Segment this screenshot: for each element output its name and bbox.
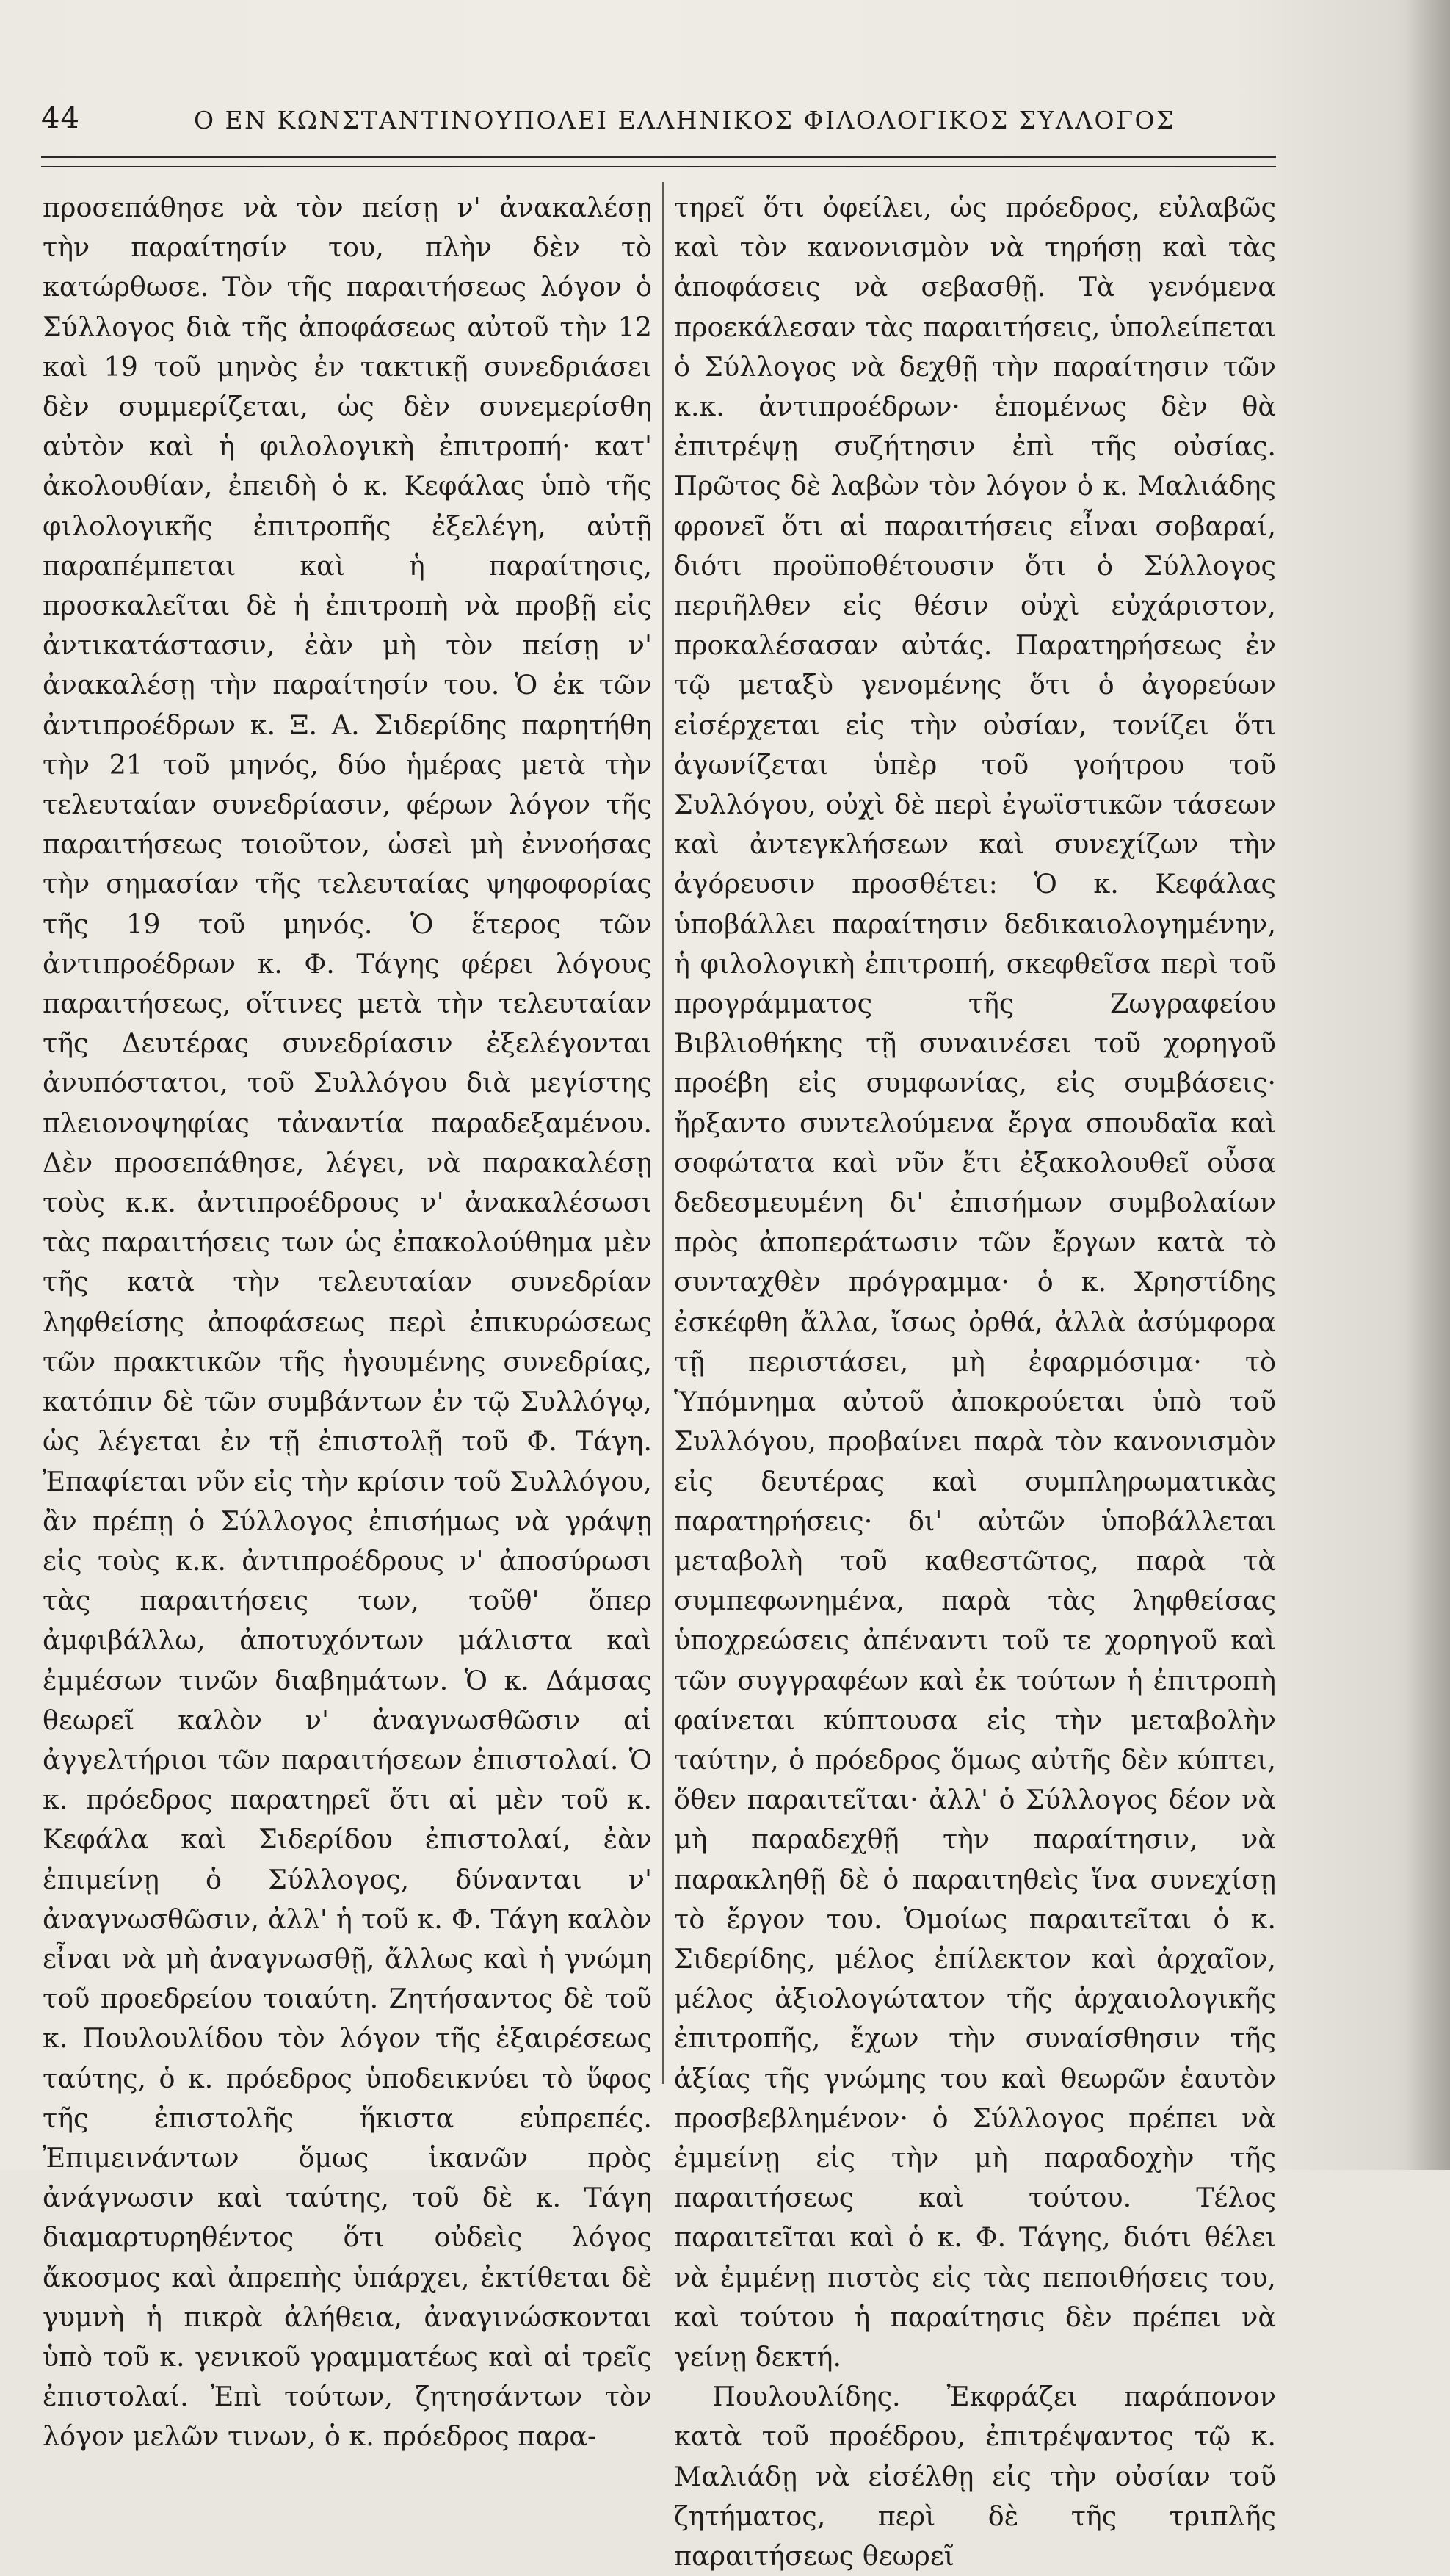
header-rule-bottom	[41, 166, 1276, 167]
column-divider	[662, 182, 664, 2084]
running-title: Ο ΕΝ ΚΩΝΣΤΑΝΤΙΝΟΥΠΟΛΕΙ ΕΛΛΗΝΙΚΟΣ ΦΙΛΟΛΟΓΙΚΟΣ ΣΥΛΛΟΓΟΣ	[194, 106, 1175, 134]
right-column	[674, 188, 1276, 2576]
right-column-paragraph-1: τηρεῖ ὅτι ὀφείλει, ὡς πρόεδρος, εὐλαβῶς καὶ τὸν κανονισμὸν νὰ τηρήσῃ καὶ τὰς ἀποφάσεις νὰ σεβασθῇ. Τὰ γενόμενα προεκάλεσαν τὰς παραιτήσεις, ὑπολείπεται ὁ Σύλλογος νὰ δεχθῇ τὴν παραίτησιν τῶν κ.κ. ἀντιπροέδρων· ἑπομένως δὲν θὰ ἐπιτρέψῃ συζήτησιν ἐπὶ τῆς οὐσίας. Πρῶτος δὲ λαβὼν τὸν λόγον ὁ κ. Μαλιάδης φρονεῖ ὅτι αἱ παραιτήσεις εἶναι σοβαραί, διότι προϋποθέτουσιν ὅτι ὁ Σύλλογος περιῆλθεν εἰς θέσιν οὐχὶ εὐχάριστον, προκαλέσασαν αὐτάς. Παρατηρήσεως ἐν τῷ μεταξὺ γενομένης ὅτι ὁ ἀγορεύων εἰσέρχεται εἰς τὴν οὐσίαν, τονίζει ὅτι ἀγωνίζεται ὑπὲρ τοῦ γοήτρου τοῦ Συλλόγου, οὐχὶ δὲ περὶ ἐγωϊστικῶν τάσεων καὶ ἀντεγκλήσεων καὶ συνεχίζων τὴν ἀγόρευσιν προσθέτει: Ὁ κ. Κεφάλας ὑποβάλλει παραίτησιν δεδικαιολογημένην, ἡ φιλολογικὴ ἐπιτροπή, σκεφθεῖσα περὶ τοῦ προγράμματος τῆς Ζωγραφείου Βιβλιοθήκης τῇ συναινέσει τοῦ χορηγοῦ προέβη εἰς συμφωνίας, εἰς συμβάσεις· ἤρξαντο συντελούμενα ἔργα σπουδαῖα καὶ σοφώτατα καὶ νῦν ἔτι ἐξακολουθεῖ οὖσα δεδεσμευμένη δι' ἐπισήμων συμβολαίων πρὸς ἀποπεράτωσιν τῶν ἔργων κατὰ τὸ συνταχθὲν πρόγραμμα· ὁ κ. Χρηστίδης ἐσκέφθη ἄλλα, ἴσως ὀρθά, ἀλλὰ ἀσύμφορα τῇ περιστάσει, μὴ ἐφαρμόσιμα· τὸ Ὑπόμνημα αὐτοῦ ἀποκρούεται ὑπὸ τοῦ Συλλόγου, προβαίνει παρὰ τὸν κανονισμὸν εἰς δευτέρας καὶ συμπληρωματικὰς παρατηρήσεις· δι' αὐτῶν ὑποβάλλεται μεταβολὴ τοῦ καθεστῶτος, παρὰ τὰ συμπεφωνημένα, παρὰ τὰς ληφθείσας ὑποχρεώσεις ἀπέναντι τοῦ τε χορηγοῦ καὶ τῶν συγγραφέων καὶ ἐκ τούτων ἡ ἐπιτροπὴ φαίνεται κύπτουσα εἰς τὴν μεταβολὴν ταύτην, ὁ πρόεδρος ὅμως αὐτῆς δὲν κύπτει, ὅθεν παραιτεῖται· ἀλλ' ὁ Σύλλογος δέον νὰ μὴ παραδεχθῇ τὴν παραίτησιν, νὰ παρακληθῇ δὲ ὁ παραιτηθεὶς ἵνα συνεχίσῃ τὸ ἔργον του. Ὁμοίως παραιτεῖται ὁ κ. Σιδερίδης, μέλος ἐπίλεκτον καὶ ἀρχαῖον, μέλος ἀξιολογώτατον τῆς ἀρχαιολογικῆς ἐπιτροπῆς, ἔχων τὴν συναίσθησιν τῆς ἀξίας τῆς γνώμης του καὶ θεωρῶν ἑαυτὸν προσβεβλημένον· ὁ Σύλλογος πρέπει νὰ ἐμμείνῃ εἰς τὴν μὴ παραδοχὴν τῆς παραιτήσεως καὶ τούτου. Τέλος παραιτεῖται καὶ ὁ κ. Φ. Τάγης, διότι θέλει νὰ ἐμμένῃ πιστὸς εἰς τὰς πεποιθήσεις του, καὶ τούτου ἡ παραίτησις δὲν πρέπει νὰ γείνῃ δεκτή.	[674, 192, 1276, 2373]
left-column	[43, 188, 652, 2457]
right-column-paragraph-2: Πουλουλίδης. Ἐκφράζει παράπονον κατὰ τοῦ προέδρου, ἐπιτρέψαντος τῷ κ. Μαλιάδῃ νὰ εἰσέλθῃ εἰς τὴν οὐσίαν τοῦ ζητήματος, περὶ δὲ τῆς τριπλῆς παραιτήσεως θεωρεῖ	[674, 2381, 1276, 2572]
left-column-text: προσεπάθησε νὰ τὸν πείσῃ ν' ἀνακαλέσῃ τὴν παραίτησίν του, πλὴν δὲν τὸ κατώρθωσε. Τὸν τῆς παραιτήσεως λόγον ὁ Σύλλογος διὰ τῆς ἀποφάσεως αὐτοῦ τὴν 12 καὶ 19 τοῦ μηνὸς ἐν τακτικῇ συνεδριάσει δὲν συμμερίζεται, ὡς δὲν συνεμερίσθη αὐτὸν καὶ ἡ φιλολογικὴ ἐπιτροπή· κατ' ἀκολουθίαν, ἐπειδὴ ὁ κ. Κεφάλας ὑπὸ τῆς φιλολογικῆς ἐπιτροπῆς ἐξελέγη, αὐτῇ παραπέμπεται καὶ ἡ παραίτησις, προσκαλεῖται δὲ ἡ ἐπιτροπὴ νὰ προβῇ εἰς ἀντικατάστασιν, ἐὰν μὴ τὸν πείσῃ ν' ἀνακαλέσῃ τὴν παραίτησίν του. Ὁ ἐκ τῶν ἀντιπροέδρων κ. Ξ. Α. Σιδερίδης παρητήθη τὴν 21 τοῦ μηνός, δύο ἡμέρας μετὰ τὴν τελευταίαν συνεδρίασιν, φέρων λόγον τῆς παραιτήσεως τοιοῦτον, ὡσεὶ μὴ ἐννοήσας τὴν σημασίαν τῆς τελευταίας ψηφοφορίας τῆς 19 τοῦ μηνός. Ὁ ἕτερος τῶν ἀντιπροέδρων κ. Φ. Τάγης φέρει λόγους παραιτήσεως, οἵτινες μετὰ τὴν τελευταίαν τῆς Δευτέρας συνεδρίασιν ἐξελέγονται ἀνυπόστατοι, τοῦ Συλλόγου διὰ μεγίστης πλειονοψηφίας τἀναντία παραδεξαμένου. Δὲν προσεπάθησε, λέγει, νὰ παρακαλέσῃ τοὺς κ.κ. ἀντιπροέδρους ν' ἀνακαλέσωσι τὰς παραιτήσεις των ὡς ἐπακολούθημα μὲν τῆς κατὰ τὴν τελευταίαν συνεδρίαν ληφθείσης ἀποφάσεως περὶ ἐπικυρώσεως τῶν πρακτικῶν τῆς ἡγουμένης συνεδρίας, κατόπιν δὲ τῶν συμβάντων ἐν τῷ Συλλόγῳ, ὡς λέγεται ἐν τῇ ἐπιστολῇ τοῦ Φ. Τάγη. Ἐπαφίεται νῦν εἰς τὴν κρίσιν τοῦ Συλλόγου, ἂν πρέπῃ ὁ Σύλλογος ἐπισήμως νὰ γράψῃ εἰς τοὺς κ.κ. ἀντιπροέδρους ν' ἀποσύρωσι τὰς παραιτήσεις των, τοῦθ' ὅπερ ἀμφιβάλλω, ἀποτυχόντων μάλιστα καὶ ἐμμέσων τινῶν διαβημάτων. Ὁ κ. Δάμσας θεωρεῖ καλὸν ν' ἀναγνωσθῶσιν αἱ ἀγγελτήριοι τῶν παραιτήσεων ἐπιστολαί. Ὁ κ. πρόεδρος παρατηρεῖ ὅτι αἱ μὲν τοῦ κ. Κεφάλα καὶ Σιδερίδου ἐπιστολαί, ἐὰν ἐπιμείνῃ ὁ Σύλλογος, δύνανται ν' ἀναγνωσθῶσιν, ἀλλ' ἡ τοῦ κ. Φ. Τάγη καλὸν εἶναι νὰ μὴ ἀναγνωσθῇ, ἄλλως καὶ ἡ γνώμη τοῦ προεδρείου τοιαύτη. Ζητήσαντος δὲ τοῦ κ. Πουλουλίδου τὸν λόγον τῆς ἐξαιρέσεως ταύτης, ὁ κ. πρόεδρος ὑποδεικνύει τὸ ὕφος τῆς ἐπιστολῆς ἥκιστα εὐπρεπές. Ἐπιμεινάντων ὅμως ἱκανῶν πρὸς ἀνάγνωσιν καὶ ταύτης, τοῦ δὲ κ. Τάγη διαμαρτυρηθέντος ὅτι οὐδεὶς λόγος ἄκοσμος καὶ ἀπρεπὴς ὑπάρχει, ἐκτίθεται δὲ γυμνὴ ἡ πικρὰ ἀλήθεια, ἀναγινώσκονται ὑπὸ τοῦ κ. γενικοῦ γραμματέως καὶ αἱ τρεῖς ἐπιστολαί. Ἐπὶ τούτων, ζητησάντων τὸν λόγον μελῶν τινων, ὁ κ. πρόεδρος παρα-	[43, 192, 652, 2453]
header-rule-top	[41, 156, 1276, 158]
page-edge-shadow	[1406, 0, 1450, 2170]
page-number: 44	[41, 101, 80, 135]
page-header	[41, 101, 1275, 145]
